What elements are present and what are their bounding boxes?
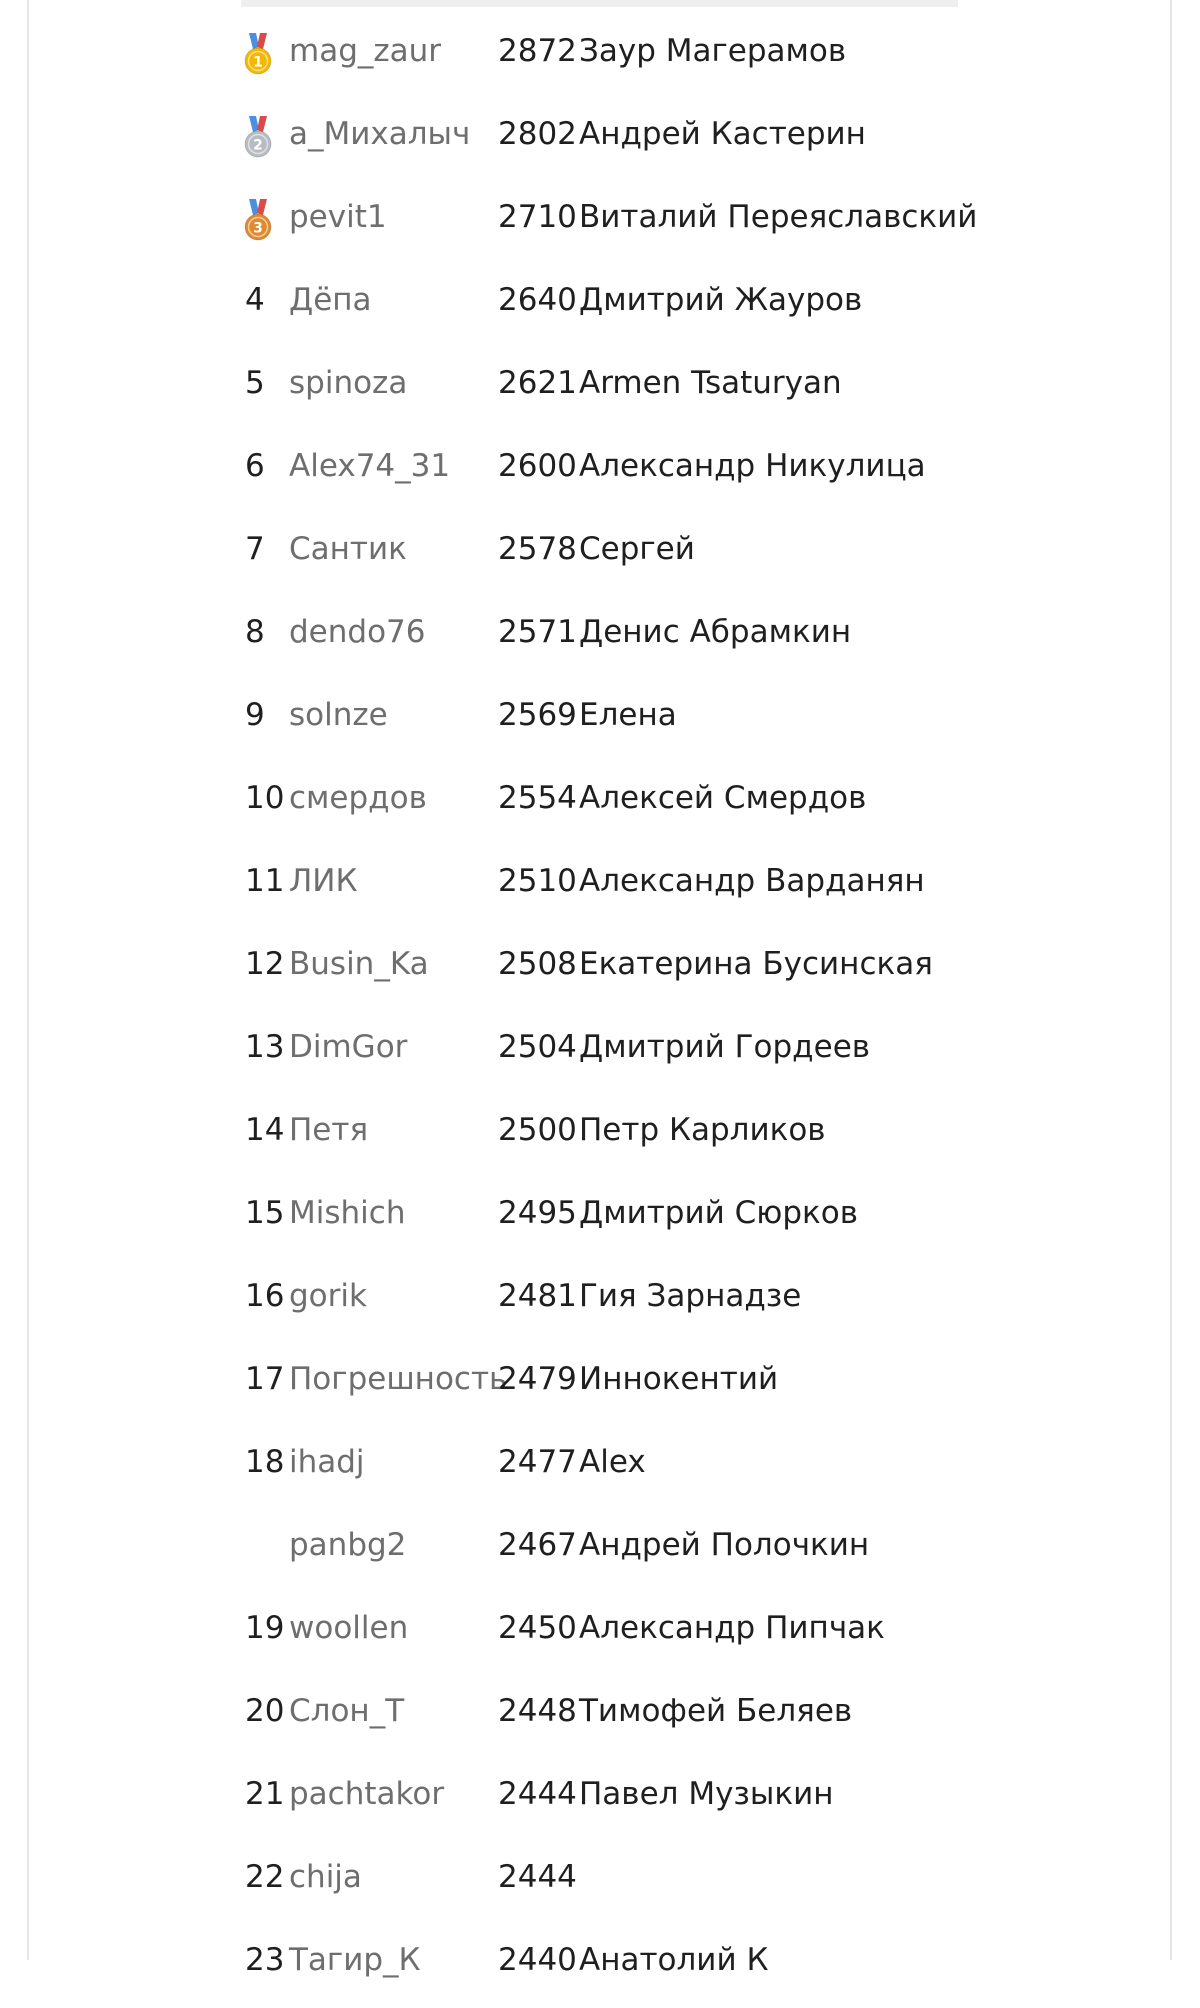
player-name: Елена	[579, 697, 677, 733]
rank-number: 22	[245, 1859, 285, 1895]
player-name: Дмитрий Сюрков	[579, 1195, 859, 1231]
player-login: solnze	[289, 697, 388, 733]
player-name: Иннокентий	[579, 1361, 779, 1397]
rank-number: 23	[245, 1942, 285, 1978]
table-row	[241, 1427, 981, 1510]
table-row	[241, 1261, 981, 1344]
rank-number: 13	[245, 1029, 285, 1065]
player-name: Александр Варданян	[579, 863, 925, 899]
player-name: Виталий Переяславский	[579, 199, 978, 235]
player-login: Busin_Ka	[289, 946, 429, 982]
table-row	[241, 1593, 981, 1676]
player-login: pachtakor	[289, 1776, 445, 1812]
player-name: Alex	[579, 1444, 646, 1480]
silver-medal-icon	[243, 116, 273, 160]
player-name: Анатолий К	[579, 1942, 769, 1978]
player-rating: 2600	[498, 448, 577, 484]
rank-number: 12	[245, 946, 285, 982]
rank-number: 4	[245, 282, 265, 318]
player-login: Сантик	[289, 531, 407, 567]
table-row	[241, 1759, 981, 1842]
rank-number: 7	[245, 531, 265, 567]
player-name: Александр Пипчак	[579, 1610, 885, 1646]
player-login: DimGor	[289, 1029, 408, 1065]
player-rating: 2444	[498, 1776, 577, 1812]
rank-number: 20	[245, 1693, 285, 1729]
player-rating: 2508	[498, 946, 577, 982]
table-row	[241, 1344, 981, 1427]
player-rating: 2479	[498, 1361, 577, 1397]
player-rating: 2872	[498, 33, 577, 69]
table-row	[241, 431, 981, 514]
player-rating: 2504	[498, 1029, 577, 1065]
rank-number: 11	[245, 863, 285, 899]
player-name: Гия Зарнадзе	[579, 1278, 802, 1314]
player-login: mag_zaur	[289, 33, 442, 69]
rating-table	[241, 16, 981, 2008]
svg-text:2: 2	[253, 137, 263, 154]
player-login: dendo76	[289, 614, 426, 650]
player-rating: 2500	[498, 1112, 577, 1148]
table-row	[241, 1510, 981, 1593]
player-login: Тагир_К	[289, 1942, 421, 1978]
rank-number: 8	[245, 614, 265, 650]
rank-number: 14	[245, 1112, 285, 1148]
player-login: spinoza	[289, 365, 408, 401]
table-row	[241, 182, 981, 265]
player-login: panbg2	[289, 1527, 407, 1563]
bronze-medal-icon	[243, 199, 273, 243]
player-login: Погрешность	[289, 1361, 508, 1397]
table-row	[241, 16, 981, 99]
player-name: Сергей	[579, 531, 695, 567]
player-rating: 2477	[498, 1444, 577, 1480]
player-rating: 2802	[498, 116, 577, 152]
player-rating: 2444	[498, 1859, 577, 1895]
svg-text:3: 3	[253, 220, 263, 237]
table-row	[241, 846, 981, 929]
rank-number: 5	[245, 365, 265, 401]
player-login: ЛИК	[289, 863, 358, 899]
table-row	[241, 99, 981, 182]
player-name: Павел Музыкин	[579, 1776, 834, 1812]
table-row	[241, 1842, 981, 1925]
player-name: Петр Карликов	[579, 1112, 826, 1148]
player-name: Александр Никулица	[579, 448, 926, 484]
player-rating: 2495	[498, 1195, 577, 1231]
player-login: a_Михалыч	[289, 116, 471, 152]
player-name: Алексей Смердов	[579, 780, 867, 816]
player-login: смердов	[289, 780, 427, 816]
player-rating: 2440	[498, 1942, 577, 1978]
player-login: Mishich	[289, 1195, 406, 1231]
table-row	[241, 1178, 981, 1261]
player-rating: 2710	[498, 199, 577, 235]
player-login: woollen	[289, 1610, 409, 1646]
player-login: Петя	[289, 1112, 369, 1148]
player-name: Андрей Кастерин	[579, 116, 866, 152]
player-rating: 2448	[498, 1693, 577, 1729]
player-login: pevit1	[289, 199, 387, 235]
player-login: chija	[289, 1859, 362, 1895]
player-rating: 2481	[498, 1278, 577, 1314]
player-login: ihadj	[289, 1444, 365, 1480]
table-row	[241, 1925, 981, 2008]
player-name: Андрей Полочкин	[579, 1527, 870, 1563]
table-top-divider	[241, 0, 958, 7]
rank-number: 9	[245, 697, 265, 733]
table-row	[241, 597, 981, 680]
player-name: Денис Абрамкин	[579, 614, 852, 650]
table-row	[241, 763, 981, 846]
player-login: Слон_Т	[289, 1693, 405, 1729]
rating-table-body	[241, 16, 981, 2008]
table-row	[241, 1095, 981, 1178]
player-rating: 2621	[498, 365, 577, 401]
rank-number: 21	[245, 1776, 285, 1812]
table-row	[241, 680, 981, 763]
player-name: Екатерина Бусинская	[579, 946, 933, 982]
player-rating: 2640	[498, 282, 577, 318]
table-row	[241, 1012, 981, 1095]
player-name: Дмитрий Жауров	[579, 282, 863, 318]
svg-text:1: 1	[253, 54, 263, 71]
rank-number: 17	[245, 1361, 285, 1397]
player-rating: 2569	[498, 697, 577, 733]
player-name: Заур Магерамов	[579, 33, 847, 69]
player-rating: 2467	[498, 1527, 577, 1563]
player-rating: 2571	[498, 614, 577, 650]
rank-number: 6	[245, 448, 265, 484]
player-login: Дёпа	[289, 282, 372, 318]
gold-medal-icon	[243, 33, 273, 77]
table-row	[241, 265, 981, 348]
player-rating: 2510	[498, 863, 577, 899]
table-row	[241, 514, 981, 597]
rank-number: 18	[245, 1444, 285, 1480]
player-name: Дмитрий Гордеев	[579, 1029, 871, 1065]
rank-number: 19	[245, 1610, 285, 1646]
player-name: Armen Tsaturyan	[579, 365, 842, 401]
table-row	[241, 1676, 981, 1759]
player-login: Alex74_31	[289, 448, 451, 484]
player-name: Тимофей Беляев	[579, 1693, 853, 1729]
rank-number: 10	[245, 780, 285, 816]
rank-number: 15	[245, 1195, 285, 1231]
player-rating: 2450	[498, 1610, 577, 1646]
player-rating: 2554	[498, 780, 577, 816]
rank-number: 16	[245, 1278, 285, 1314]
table-row	[241, 929, 981, 1012]
player-rating: 2578	[498, 531, 577, 567]
table-row	[241, 348, 981, 431]
player-login: gorik	[289, 1278, 367, 1314]
